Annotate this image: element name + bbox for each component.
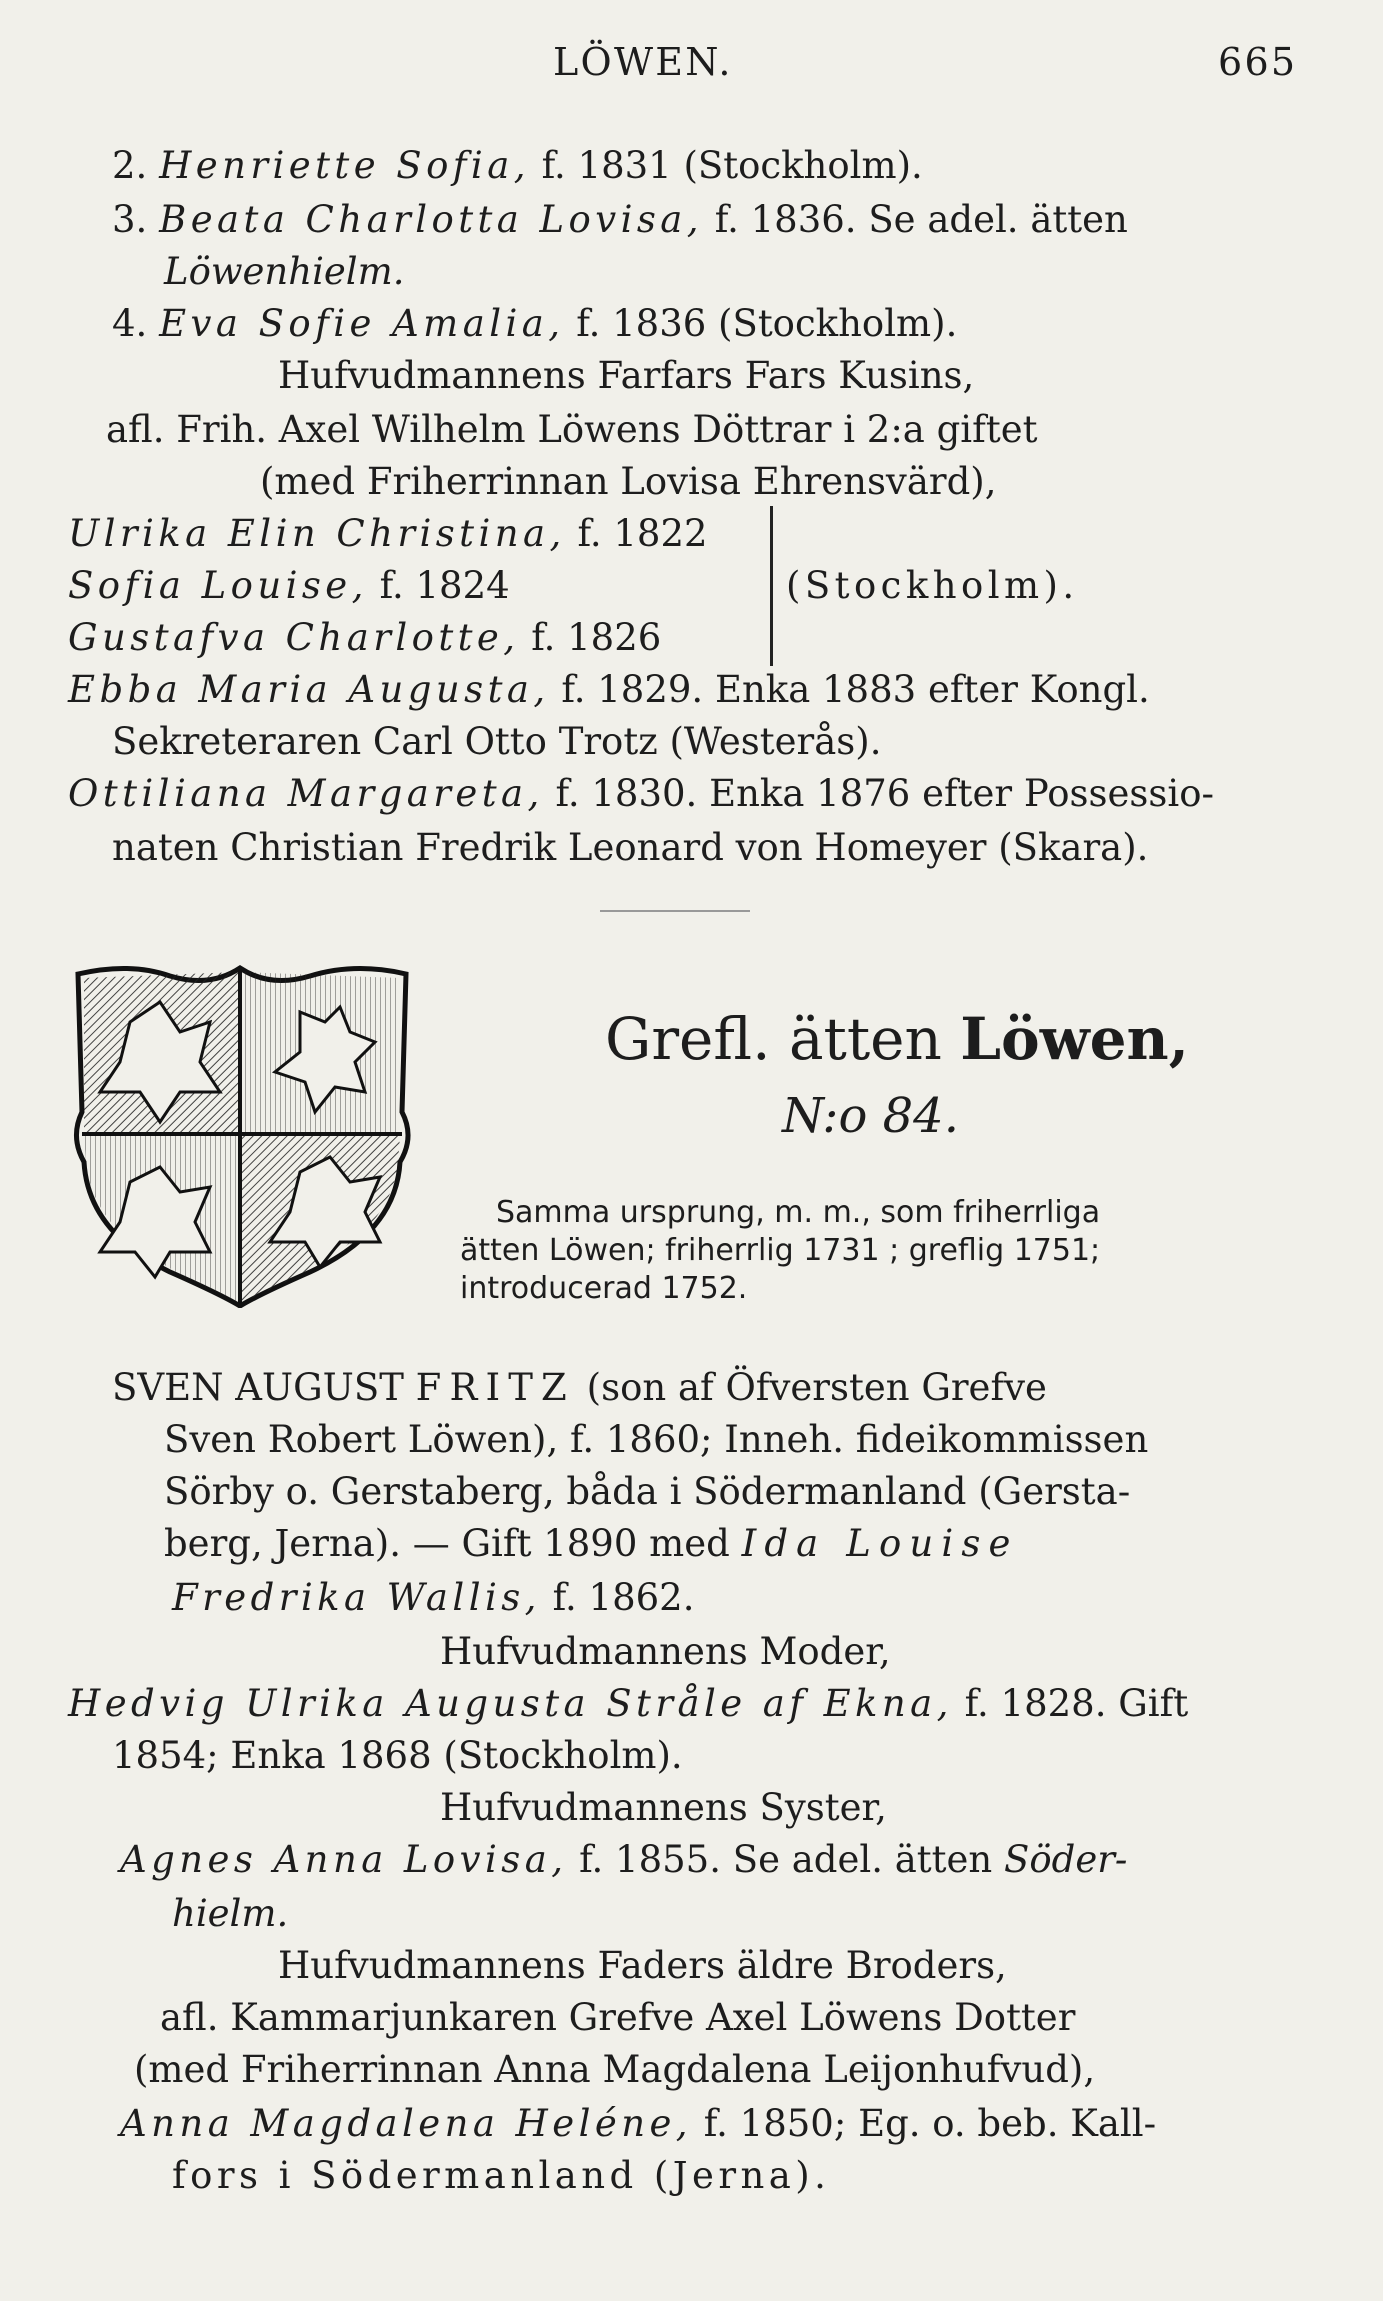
entry-ottiliana: Ottiliana Margareta, f. 1830. Enka 1876 efter Possessio- (68, 772, 1215, 815)
entry-ebba-cont: Sekreteraren Carl Otto Trotz (Westerås). (112, 720, 882, 763)
family-desc-2: ätten Löwen; friherrlig 1731 ; greflig 1751; (460, 1233, 1101, 1268)
daughter-ulrika: Ulrika Elin Christina, f. 1822 (68, 512, 708, 555)
head-line-2: Sven Robert Löwen), f. 1860; Inneh. fideikommissen (164, 1418, 1149, 1461)
sister-entry: Agnes Anna Lovisa, f. 1855. Se adel. ätten Söder- (120, 1838, 1128, 1881)
brace-place: (Stockholm). (786, 564, 1079, 607)
entry-beata: 3. Beata Charlotta Lovisa, f. 1836. Se adel. ätten (112, 198, 1128, 241)
head-line-1: SVEN AUGUST FRITZ (son af Öfversten Grefve (112, 1366, 1047, 1409)
family-desc-1: Samma ursprung, m. m., som friherrliga (496, 1195, 1101, 1230)
uncle-heading: Hufvudmannens Faders äldre Broders, (278, 1944, 1007, 1987)
sister-entry-cont: hielm. (172, 1892, 289, 1935)
head-line-5: Fredrika Wallis, f. 1862. (172, 1576, 695, 1619)
mother-entry: Hedvig Ulrika Augusta Stråle af Ekna, f. 1828. Gift (68, 1682, 1189, 1725)
entry-ebba: Ebba Maria Augusta, f. 1829. Enka 1883 efter Kongl. (68, 668, 1150, 711)
head-line-3: Sörby o. Gerstaberg, båda i Södermanland (Gersta- (164, 1470, 1131, 1513)
mother-entry-cont: 1854; Enka 1868 (Stockholm). (112, 1734, 683, 1777)
daughter-gustafva: Gustafva Charlotte, f. 1826 (68, 616, 662, 659)
entry-eva: 4. Eva Sofie Amalia, f. 1836 (Stockholm). (112, 302, 958, 345)
family-title: Grefl. ätten Löwen, (605, 1005, 1189, 1073)
coat-of-arms-icon (70, 962, 416, 1308)
section-heading-kusins: Hufvudmannens Farfars Fars Kusins, (278, 354, 975, 397)
section-line-axel: afl. Frih. Axel Wilhelm Löwens Döttrar i 2:a giftet (106, 408, 1038, 451)
section-line-ehrensvard: (med Friherrinnan Lovisa Ehrensvärd), (260, 460, 997, 503)
entry-henriette: 2. Henriette Sofia, f. 1831 (Stockholm). (112, 144, 923, 187)
entry-beata-cont: Löwenhielm. (164, 250, 405, 293)
uncle-line-1: afl. Kammarjunkaren Grefve Axel Löwens Dotter (160, 1996, 1076, 2039)
entry-ottiliana-cont: naten Christian Fredrik Leonard von Homeyer (Skara). (112, 826, 1149, 869)
head-line-4: berg, Jerna). — Gift 1890 med Ida Louise (164, 1522, 1019, 1565)
family-desc-3: introducerad 1752. (460, 1271, 748, 1306)
section-divider (600, 910, 750, 912)
daughter-sofia: Sofia Louise, f. 1824 (68, 564, 510, 607)
family-number: N:o 84. (782, 1088, 959, 1144)
sister-heading: Hufvudmannens Syster, (440, 1786, 887, 1829)
running-title: LÖWEN. (553, 40, 733, 84)
page-number: 665 (1218, 40, 1298, 84)
uncle-daughter: Anna Magdalena Heléne, f. 1850; Eg. o. beb. Kall- (120, 2102, 1157, 2145)
uncle-line-2: (med Friherrinnan Anna Magdalena Leijonhufvud), (134, 2048, 1096, 2091)
uncle-daughter-cont: fors i Södermanland (Jerna). (172, 2154, 831, 2197)
brace-bracket (760, 506, 773, 666)
mother-heading: Hufvudmannens Moder, (440, 1630, 891, 1673)
